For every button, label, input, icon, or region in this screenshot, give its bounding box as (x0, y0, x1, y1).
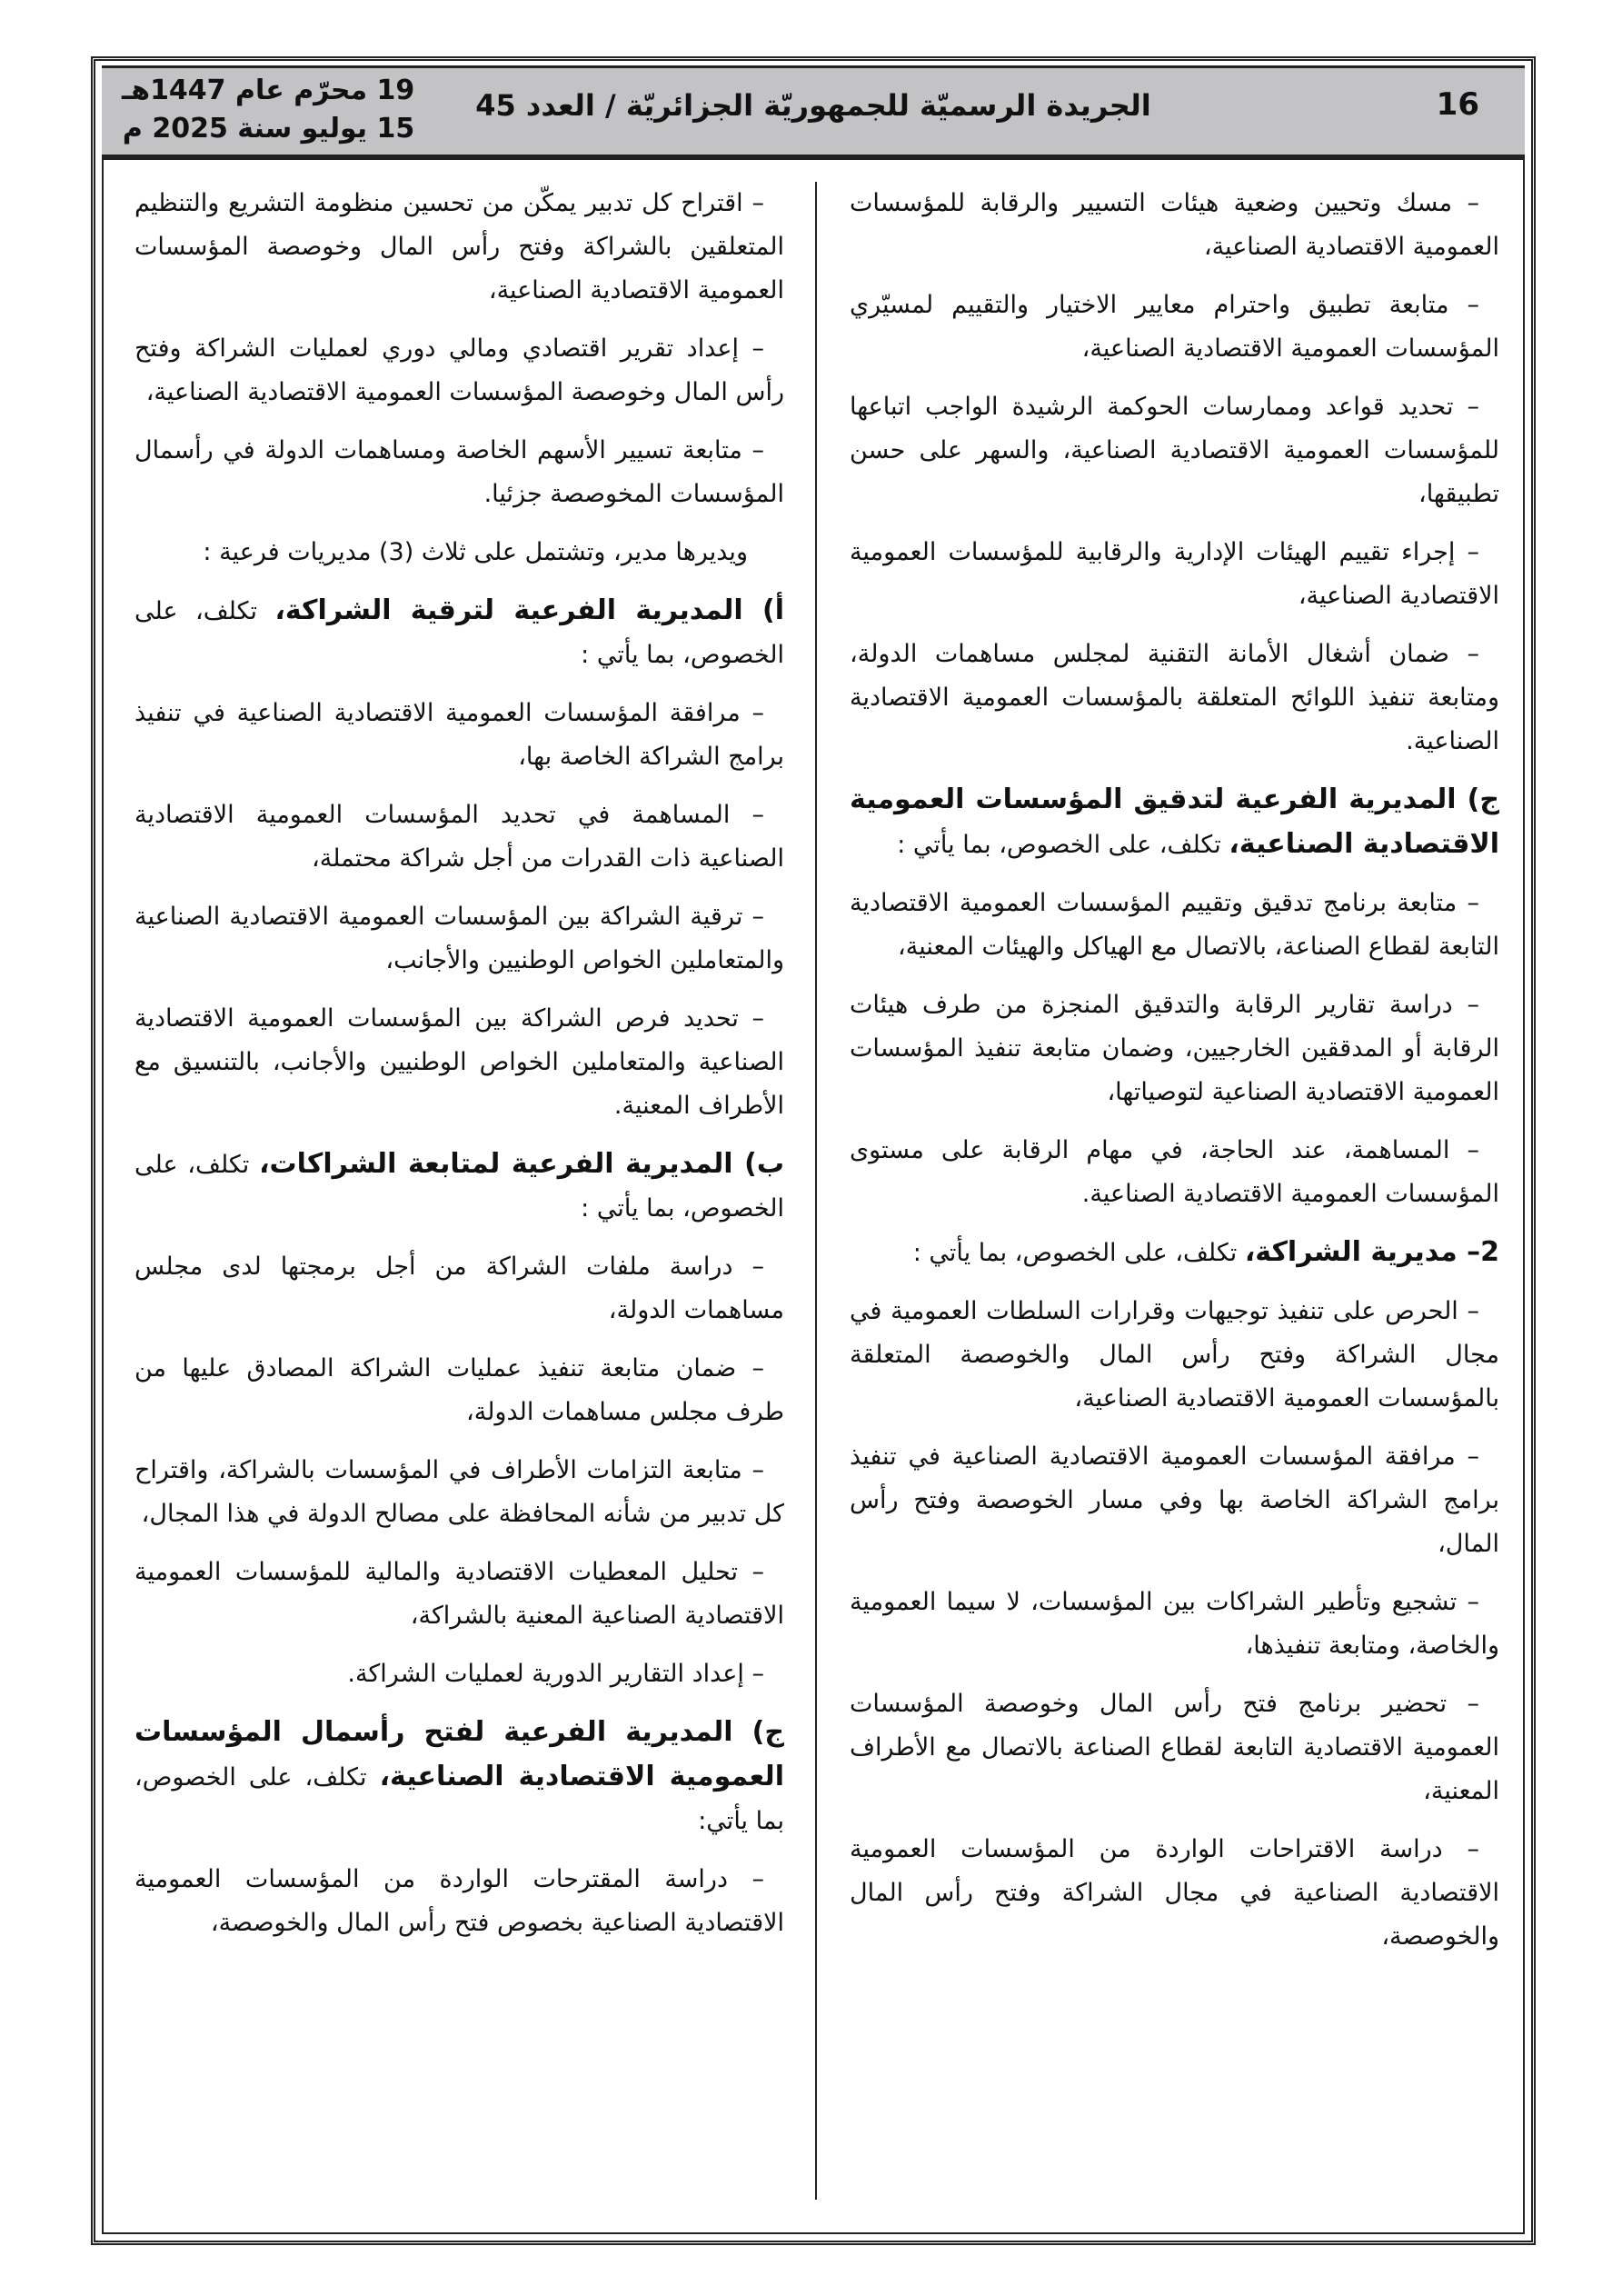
section-heading (134, 589, 784, 677)
paragraph-text: دراسة ملفات الشراكة من أجل برمجتها لدى مجلس مساهمات الدولة، (134, 1253, 784, 1324)
paragraph-text: إعداد التقارير الدورية لعمليات الشراكة. (347, 1660, 744, 1688)
paragraph (134, 794, 784, 881)
paragraph-text: الحرص على تنفيذ توجيهات وقرارات السلطات العمومية في مجال الشراكة وفتح رأس المال والخوصصة المتعلقة بالمؤسسات العمومية الاقتصادية الصناعية، (850, 1297, 1499, 1413)
paragraph-text: ويديرها مدير، وتشتمل على ثلاث (3) مديريات فرعية : (203, 538, 748, 566)
paragraph-text: تحليل المعطيات الاقتصادية والمالية للمؤسسات العمومية الاقتصادية الصناعية المعنية بالشراكة، (134, 1558, 784, 1630)
paragraph (134, 1347, 784, 1434)
paragraph (134, 182, 784, 313)
paragraph-text: تحديد قواعد وممارسات الحوكمة الرشيدة الواجب اتباعها للمؤسسات العمومية الاقتصادية الصناعية، والسهر على حسن تطبيقها، (850, 393, 1499, 508)
heading-title: ج) المديرية الفرعية لفتح رأسمال المؤسسات العمومية الاقتصادية الصناعية، (134, 1716, 784, 1792)
paragraph (850, 1290, 1499, 1421)
heading-title: 2– مديرية الشراكة، (1244, 1236, 1499, 1268)
paragraph (134, 429, 784, 516)
paragraph-text: المساهمة، عند الحاجة، في مهام الرقابة على مستوى المؤسسات العمومية الاقتصادية الصناعية. (850, 1136, 1499, 1208)
issue-date (122, 72, 414, 148)
paragraph-text: دراسة الاقتراحات الواردة من المؤسسات العمومية الاقتصادية الصناعية في مجال الشراكة وفتح رأس المال والخوصصة، (850, 1835, 1499, 1951)
paragraph (134, 1858, 784, 1945)
page-number: 16 (1436, 86, 1479, 123)
paragraph-text: متابعة تطبيق واحترام معايير الاختيار والتقييم لمسيّري المؤسسات العمومية الاقتصادية الصناعية، (850, 291, 1499, 363)
paragraph-text: اقتراح كل تدبير يمكّن من تحسين منظومة التشريع والتنظيم المتعلقين بالشراكة وفتح رأس المال وخوصصة المؤسسات العمومية الاقتصادية الصناعية، (134, 189, 784, 304)
paragraph (134, 1652, 784, 1696)
paragraph-text: تكلف، على الخصوص، بما يأتي : (134, 597, 784, 669)
paragraph (850, 531, 1499, 618)
right-column (850, 182, 1499, 1973)
paragraph (134, 1245, 784, 1333)
paragraph-text: مرافقة المؤسسات العمومية الاقتصادية الصناعية في تنفيذ برامج الشراكة الخاصة بها، (134, 699, 784, 771)
paragraph (134, 997, 784, 1128)
paragraph (134, 1449, 784, 1536)
paragraph-text: إعداد تقرير اقتصادي ومالي دوري لعمليات الشراكة وفتح رأس المال وخوصصة المؤسسات العمومية الاقتصادية الصناعية، (134, 334, 784, 406)
paragraph-text: ترقية الشراكة بين المؤسسات العمومية الاقتصادية الصناعية والمتعاملين الخواص الوطنيين والأجانب، (134, 903, 784, 974)
paragraph-text: متابعة التزامات الأطراف في المؤسسات بالشراكة، واقتراح كل تدبير من شأنه المحافظة على مصالح الدولة في هذا المجال، (134, 1456, 784, 1528)
paragraph-text: تكلف، على الخصوص، بما يأتي : (134, 1151, 784, 1223)
paragraph (134, 895, 784, 983)
paragraph (134, 531, 784, 574)
paragraph-text: المساهمة في تحديد المؤسسات العمومية الاقتصادية الصناعية ذات القدرات من أجل شراكة محتملة، (134, 801, 784, 873)
paragraph (850, 1129, 1499, 1216)
paragraph-text: ضمان متابعة تنفيذ عمليات الشراكة المصادق عليها من طرف مجلس مساهمات الدولة، (134, 1354, 784, 1426)
heading-title: أ) المديرية الفرعية لترقية الشراكة، (274, 594, 784, 626)
paragraph-text: ضمان أشغال الأمانة التقنية لمجلس مساهمات الدولة، ومتابعة تنفيذ اللوائح المتعلقة بالمؤسسات العمومية الاقتصادية الصناعية. (850, 640, 1499, 755)
heading-title: ب) المديرية الفرعية لمتابعة الشراكات، (259, 1148, 785, 1180)
paragraph-text: تكلف، على الخصوص، بما يأتي : (897, 831, 1229, 859)
paragraph (850, 1581, 1499, 1668)
section-heading (134, 1711, 784, 1843)
page-header (102, 65, 1525, 160)
paragraph (850, 182, 1499, 269)
section-heading (850, 778, 1499, 867)
paragraph (850, 633, 1499, 764)
paragraph-text: مسك وتحيين وضعية هيئات التسيير والرقابة للمؤسسات العمومية الاقتصادية الصناعية، (850, 189, 1499, 261)
paragraph (850, 1828, 1499, 1959)
section-heading (850, 1231, 1499, 1275)
paragraph-text: مرافقة المؤسسات العمومية الاقتصادية الصناعية في تنفيذ برامج الشراكة الخاصة بها وفي مسار الخوصصة وفتح رأس المال، (850, 1442, 1499, 1558)
paragraph-text: إجراء تقييم الهيئات الإدارية والرقابية للمؤسسات العمومية الاقتصادية الصناعية، (850, 538, 1499, 610)
paragraph-text: متابعة برنامج تدقيق وتقييم المؤسسات العمومية الاقتصادية التابعة لقطاع الصناعة، بالاتصال مع الهياكل والهيئات المعنية، (850, 889, 1499, 961)
paragraph (850, 1682, 1499, 1813)
paragraph (850, 1435, 1499, 1566)
paragraph (134, 327, 784, 414)
paragraph (850, 385, 1499, 516)
date-hijri: 19 محرّم عام 1447هـ (122, 75, 415, 106)
paragraph-text: دراسة المقترحات الواردة من المؤسسات العمومية الاقتصادية الصناعية بخصوص فتح رأس المال والخوصصة، (134, 1865, 784, 1937)
paragraph-text: تحديد فرص الشراكة بين المؤسسات العمومية الاقتصادية الصناعية والمتعاملين الخواص الوطنيين والأجانب، بالتنسيق مع الأطراف المعنية. (134, 1004, 784, 1120)
paragraph-text: دراسة تقارير الرقابة والتدقيق المنجزة من طرف هيئات الرقابة أو المدققين الخارجيين، وضمان متابعة تنفيذ المؤسسات العمومية الاقتصادية الصناعية لتوصياتها، (850, 991, 1499, 1106)
paragraph-text: تشجيع وتأطير الشراكات بين المؤسسات، لا سيما العمومية والخاصة، ومتابعة تنفيذها، (850, 1588, 1499, 1660)
paragraph-text: متابعة تسيير الأسهم الخاصة ومساهمات الدولة في رأسمال المؤسسات المخوصصة جزئيا. (134, 436, 784, 508)
date-gregorian: 15 يوليو سنة 2025 م (122, 113, 415, 145)
paragraph-text: تحضير برنامج فتح رأس المال وخوصصة المؤسسات العمومية الاقتصادية التابعة لقطاع الصناعة بالاتصال مع الأطراف المعنية، (850, 1690, 1499, 1805)
heading-title: ج) المديرية الفرعية لتدقيق المؤسسات العمومية الاقتصادية الصناعية، (850, 784, 1499, 860)
left-column (134, 182, 784, 1960)
paragraph-text: تكلف، على الخصوص، بما يأتي: (134, 1763, 784, 1835)
journal-title: الجريدة الرسميّة للجمهوريّة الجزائريّة / العدد 45 (475, 88, 1151, 123)
paragraph (850, 983, 1499, 1114)
paragraph-text: تكلف، على الخصوص، بما يأتي : (912, 1239, 1245, 1267)
paragraph (134, 1551, 784, 1638)
paragraph (134, 692, 784, 779)
paragraph (850, 882, 1499, 969)
column-divider (815, 182, 817, 2200)
section-heading (134, 1143, 784, 1231)
paragraph (850, 284, 1499, 371)
